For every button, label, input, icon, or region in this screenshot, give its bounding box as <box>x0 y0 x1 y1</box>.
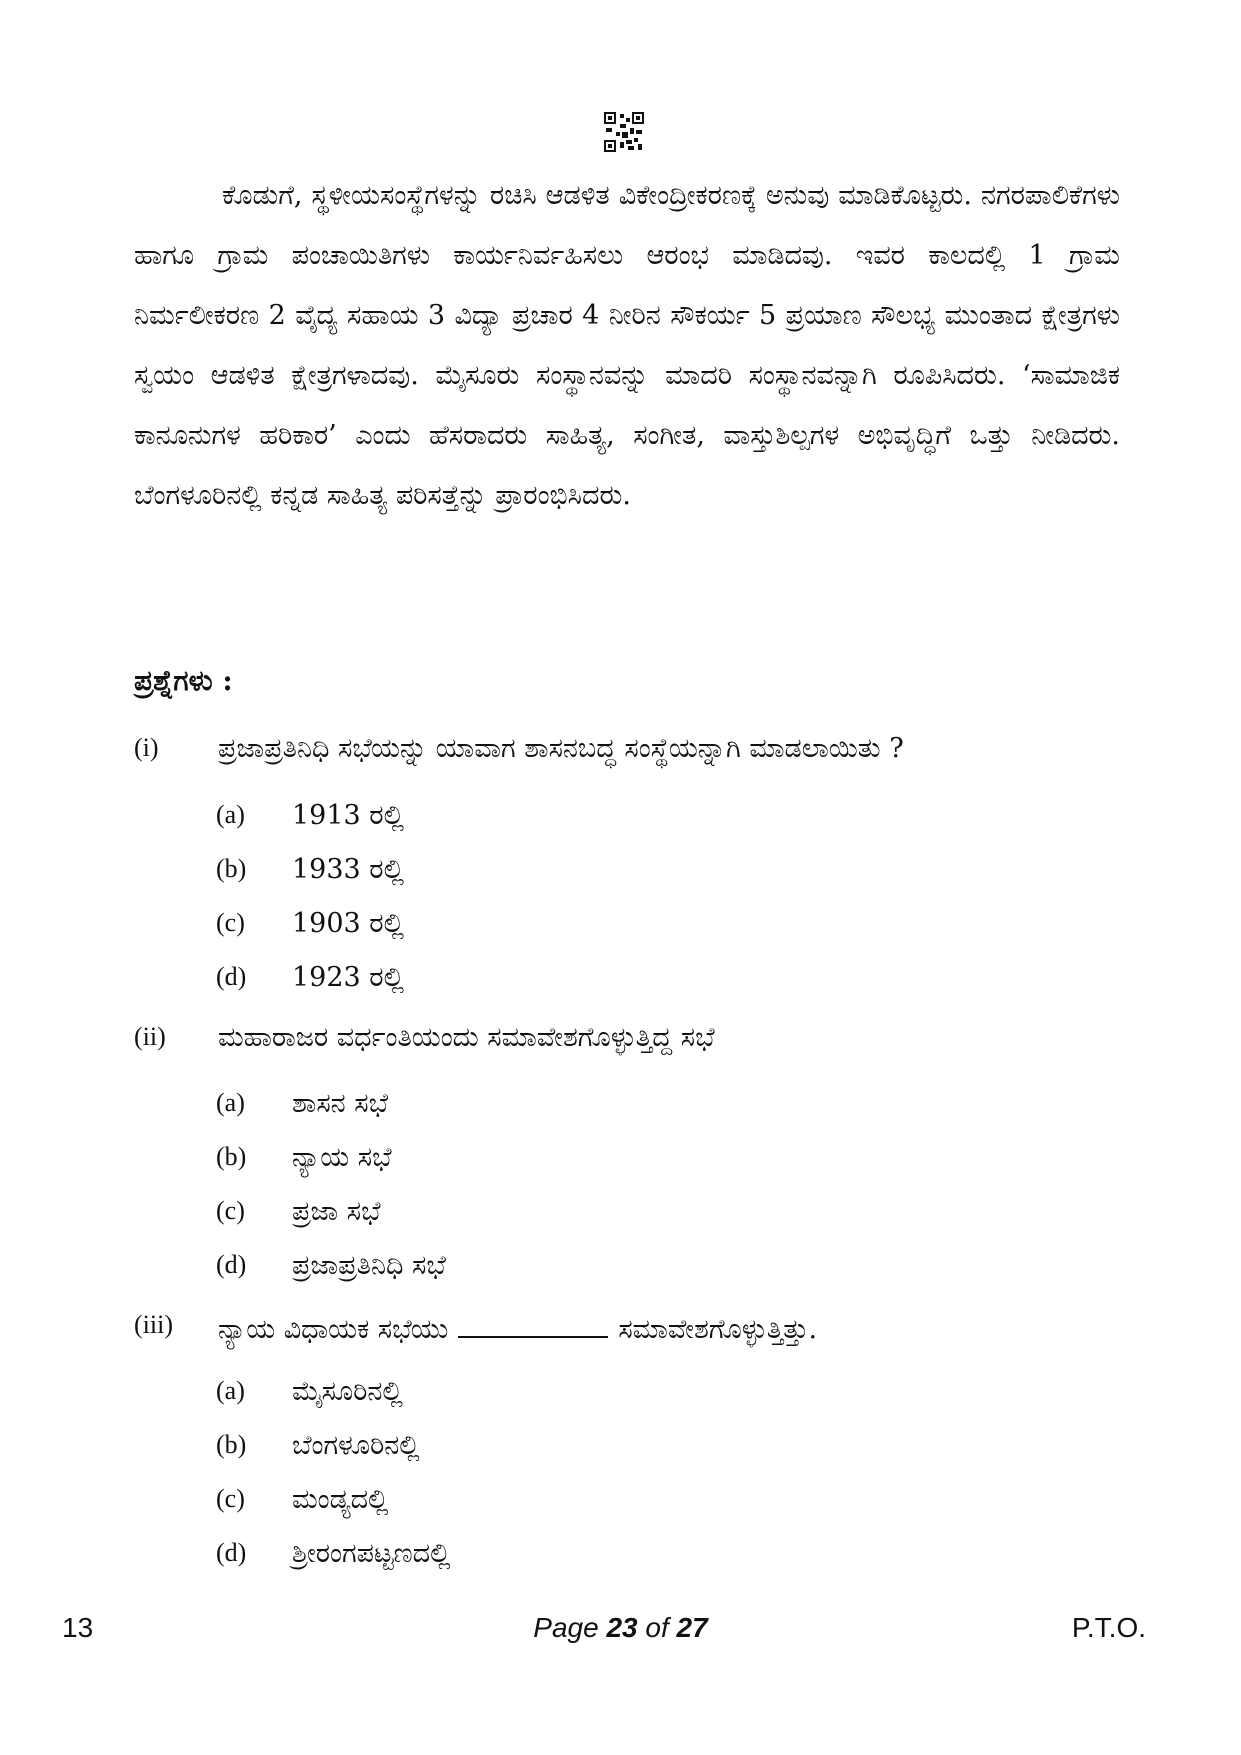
question-number: (i) <box>134 733 159 762</box>
option-text: ಶಾಸನ ಸಭೆ <box>292 1088 389 1119</box>
option-label: (d) <box>216 1538 247 1567</box>
option-text: ಮಂಡ್ಯದಲ್ಲಿ <box>292 1484 389 1515</box>
qr-code-icon <box>604 112 644 152</box>
option-label: (c) <box>216 1484 245 1513</box>
paper-code: 13 <box>62 1612 94 1643</box>
option-text: ಶ್ರೀರಂಗಪಟ್ಟಣದಲ್ಲಿ <box>292 1538 451 1569</box>
option-label: (b) <box>216 854 247 883</box>
option-text: ಪ್ರಜಾಪ್ರತಿನಿಧಿ ಸಭೆ <box>292 1250 446 1281</box>
option-label: (a) <box>216 1376 245 1405</box>
question-text-after: ಸಮಾವೇಶಗೊಳ್ಳುತ್ತಿತ್ತು. <box>618 1314 818 1345</box>
passage-paragraph: ಕೊಡುಗೆ, ಸ್ಥಳೀಯಸಂಸ್ಥೆಗಳನ್ನು ರಚಿಸಿ ಆಡಳಿತ ವಿಕೇಂದ್ರೀಕರಣಕ್ಕೆ ಅನುವು ಮಾಡಿಕೊಟ್ಟರು. ನಗರಪಾಲಿಕೆಗಳು ಹಾಗೂ ಗ್ರಾಮ ಪಂಚಾಯಿತಿಗಳು ಕಾರ್ಯನಿರ್ವಹಿಸಲು ಆರಂಭ ಮಾಡಿದವು. ಇವರ ಕಾಲದಲ್ಲಿ 1 ಗ್ರಾಮ ನಿರ್ಮಲೀಕರಣ 2 ವೈದ್ಯ ಸಹಾಯ 3 ವಿದ್ಯಾ ಪ್ರಚಾರ 4 ನೀರಿನ ಸೌಕರ್ಯ 5 ಪ್ರಯಾಣ ಸೌಲಭ್ಯ ಮುಂತಾದ ಕ್ಷೇತ್ರಗಳು ಸ್ವಯಂ ಆಡಳಿತ ಕ್ಷೇತ್ರಗಳಾದವು. ಮೈಸೂರು ಸಂಸ್ಥಾನವನ್ನು ಮಾದರಿ ಸಂಸ್ಥಾನವನ್ನಾಗಿ ರೂಪಿಸಿದರು. ‘ಸಾಮಾಜಿಕ ಕಾನೂನುಗಳ ಹರಿಕಾರ’ ಎಂದು ಹೆಸರಾದರು ಸಾಹಿತ್ಯ, ಸಂಗೀತ, ವಾಸ್ತುಶಿಲ್ಪಗಳ ಅಭಿವೃದ್ಧಿಗೆ ಒತ್ತು ನೀಡಿದರು. ಬೆಂಗಳೂರಿನಲ್ಲಿ ಕನ್ನಡ ಸಾಹಿತ್ಯ ಪರಿಸತ್ತೆನ್ನು ಪ್ರಾರಂಭಿಸಿದರು. <box>134 180 1120 511</box>
option-text: 1923 ರಲ್ಲಿ <box>292 962 404 993</box>
option-text: ಮೈಸೂರಿನಲ್ಲಿ <box>292 1376 403 1407</box>
option-label: (b) <box>216 1142 247 1171</box>
option-text: ಪ್ರಜಾ ಸಭೆ <box>292 1196 381 1227</box>
question-text-before: ನ್ಯಾಯ ವಿಧಾಯಕ ಸಭೆಯು <box>218 1314 449 1345</box>
page-number <box>0 1612 1241 1644</box>
page-current: 23 <box>606 1612 638 1643</box>
option-label: (c) <box>216 1196 245 1225</box>
option-text: ನ್ಯಾಯ ಸಭೆ <box>292 1142 392 1173</box>
option-text: 1903 ರಲ್ಲಿ <box>292 908 404 939</box>
question-number: (iii) <box>134 1310 173 1339</box>
option-label: (b) <box>216 1430 247 1459</box>
page-prefix: Page <box>533 1612 599 1643</box>
page-total: 27 <box>676 1612 708 1643</box>
option-text: 1913 ರಲ್ಲಿ <box>292 800 404 831</box>
question-text: ಪ್ರಜಾಪ್ರತಿನಿಧಿ ಸಭೆಯನ್ನು ಯಾವಾಗ ಶಾಸನಬದ್ಧ ಸಂಸ್ಥೆಯನ್ನಾಗಿ ಮಾಡಲಾಯಿತು ? <box>218 733 904 764</box>
option-text: ಬೆಂಗಳೂರಿನಲ್ಲಿ <box>292 1430 420 1461</box>
question-text: ಮಹಾರಾಜರ ವರ್ಧಂತಿಯಂದು ಸಮಾವೇಶಗೊಳ್ಳುತ್ತಿದ್ದ ಸಭೆ <box>218 1022 715 1053</box>
option-label: (d) <box>216 1250 247 1279</box>
question-text <box>218 1310 817 1346</box>
option-text: 1933 ರಲ್ಲಿ <box>292 854 404 885</box>
option-label: (a) <box>216 800 245 829</box>
option-label: (a) <box>216 1088 245 1117</box>
questions-heading: ಪ್ರಶ್ನೆಗಳು : <box>134 664 233 697</box>
pto-label: P.T.O. <box>1071 1612 1146 1643</box>
fill-in-blank <box>458 1310 608 1338</box>
option-label: (c) <box>216 908 245 937</box>
option-label: (d) <box>216 962 247 991</box>
page-of: of <box>645 1612 669 1643</box>
question-number: (ii) <box>134 1022 166 1051</box>
